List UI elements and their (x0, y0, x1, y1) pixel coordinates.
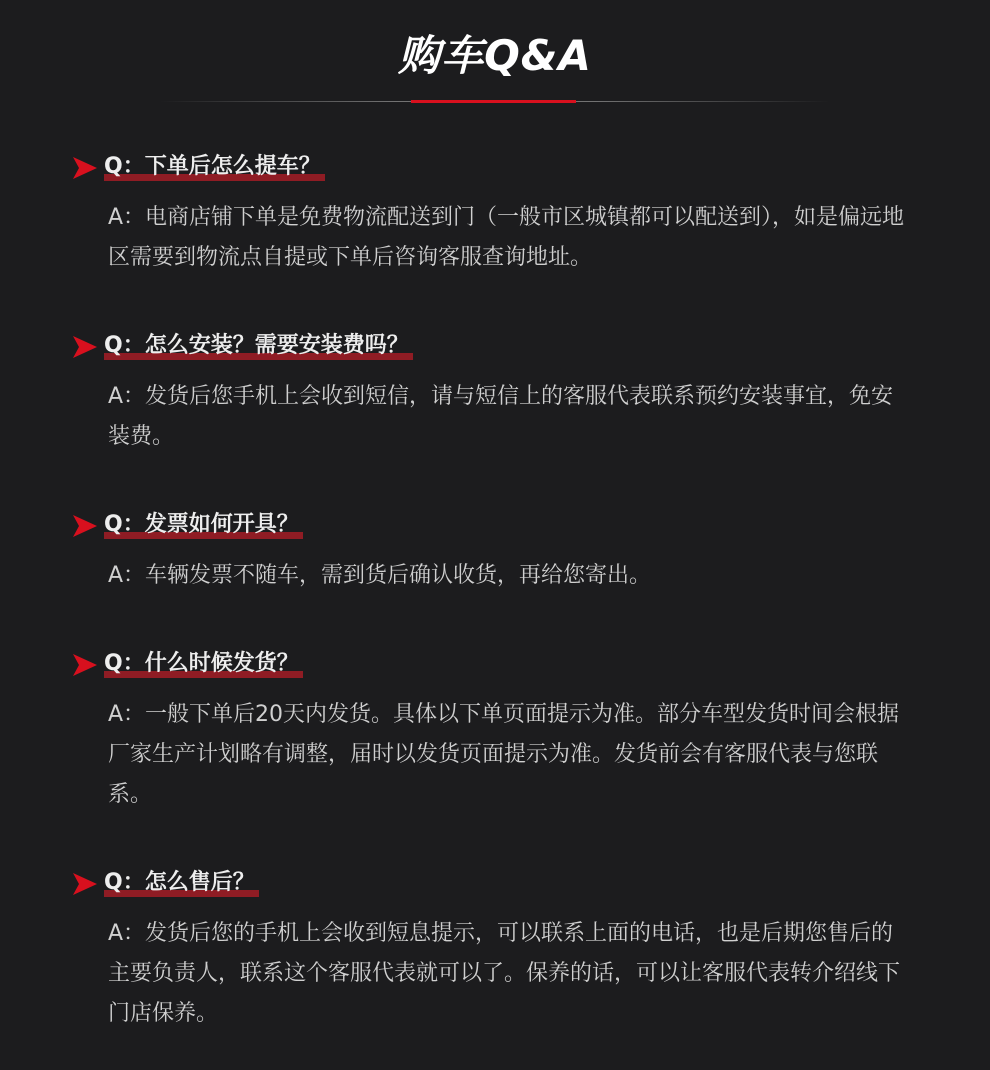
faq-question: Q：怎么售后？ (104, 866, 259, 900)
faq-answer: A：车辆发票不随车，需到货后确认收货，再给您寄出。 (108, 563, 652, 588)
arrow-right-icon (72, 155, 98, 181)
faq-question: Q：什么时候发货？ (104, 647, 303, 681)
arrow-right-icon (72, 652, 98, 678)
faq-question: Q：怎么安装？需要安装费吗？ (104, 329, 413, 363)
arrow-right-icon (72, 334, 98, 360)
faq-question: Q：发票如何开具？ (104, 508, 303, 542)
faq-answer: A：发货后您的手机上会收到短息提示，可以联系上面的电话，也是后期您售后的主要负责人，联系这个客服代表就可以了。保养的话，可以让客服代表转介绍线下门店保养。 (108, 921, 901, 1026)
faq-item (0, 329, 990, 449)
faq-item (0, 150, 990, 270)
page-title: 购车Q&A (398, 31, 592, 80)
faq-item (0, 647, 990, 807)
faq-answer: A：一般下单后20天内发货。具体以下单页面提示为准。部分车型发货时间会根据厂家生产计划略有调整，届时以发货页面提示为准。发货前会有客服代表与您联系。 (108, 702, 900, 807)
arrow-right-icon (72, 871, 98, 897)
title-accent-bar (411, 100, 576, 103)
faq-item (0, 508, 990, 588)
faq-answer: A：发货后您手机上会收到短信，请与短信上的客服代表联系预约安装事宜，免安装费。 (108, 384, 894, 449)
faq-question: Q：下单后怎么提车？ (104, 150, 325, 184)
arrow-right-icon (72, 513, 98, 539)
faq-item (0, 866, 990, 1026)
faq-answer: A：电商店铺下单是免费物流配送到门（一般市区城镇都可以配送到），如是偏远地区需要到物流点自提或下单后咨询客服查询地址。 (108, 205, 905, 270)
